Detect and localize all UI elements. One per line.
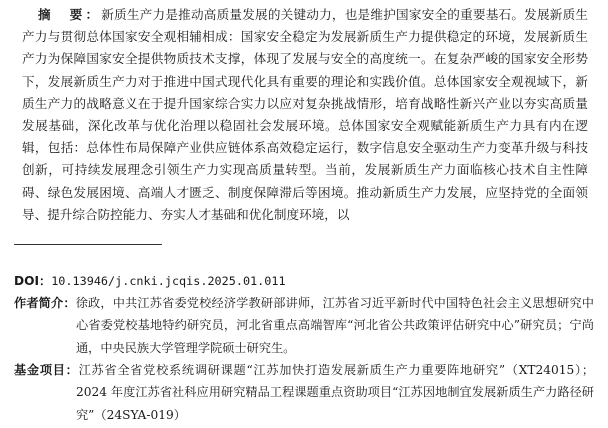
author-info (14, 292, 594, 359)
footnote-divider (14, 244, 162, 245)
abstract-paragraph (22, 4, 588, 226)
fund-text: 江苏省全省党校系统调研课题“江苏加快打造发展新质生产力重要阵地研究”（XT24015）；2024 年度江苏省社科应用研究精品工程课题重点资助项目“江苏因地制宜发展新质生产力路径研究”（24SYA-019） (76, 363, 595, 422)
fund-label: 基金项目： (14, 363, 79, 377)
doi-label: DOI： (14, 274, 52, 288)
author-text: 徐政，中共江苏省委党校经济学教研部讲师，江苏省习近平新时代中国特色社会主义思想研究中心省委党校基地特约研究员，河北省重点高端智库“河北省公共政策评估研究中心”研究员；宁尚通，中央民族大学管理学院硕士研究生。 (75, 296, 594, 355)
author-label: 作者简介： (14, 296, 76, 310)
doi-value: 10.13946/j.cnki.jcqis.2025.01.011 (51, 274, 286, 288)
fund-info (14, 359, 594, 426)
abstract-text: 新质生产力是推动高质量发展的关键动力，也是维护国家安全的重要基石。发展新质生产力与贯彻总体国家安全观相辅相成：国家安全稳定为发展新质生产力提供稳定的环境，发展新质生产力为保障国家安全提供物质技术支撑，体现了发展与安全的高度统一。在复杂严峻的国家安全形势下，发展新质生产力对于推进中国式现代化具有重要的理论和实践价值。总体国家安全观视域下，新质生产力的战略意义在于提升国家综合实力以应对复杂挑战情形，培育战略性新兴产业以夯实高质量发展基础，深化改革与优化治理以稳固社会发展环境。总体国家安全观赋能新质生产力具有内在逻辑，包括：总体性布局保障产业供应链体系高效稳定运行，数字信息安全驱动生产力变革升级与科技创新，可持续发展理念引领生产力实现高质量转型。当前，发展新质生产力面临核心技术自主性障碍、绿色发展困境、高端人才匮乏、制度保障滞后等困境。推动新质生产力发展，应坚持党的全面领导、提升综合防控能力、夯实人才基础和优化制度环境，以 (22, 7, 589, 222)
abstract-label: 摘 要： (38, 7, 102, 22)
doi-line (14, 270, 594, 292)
